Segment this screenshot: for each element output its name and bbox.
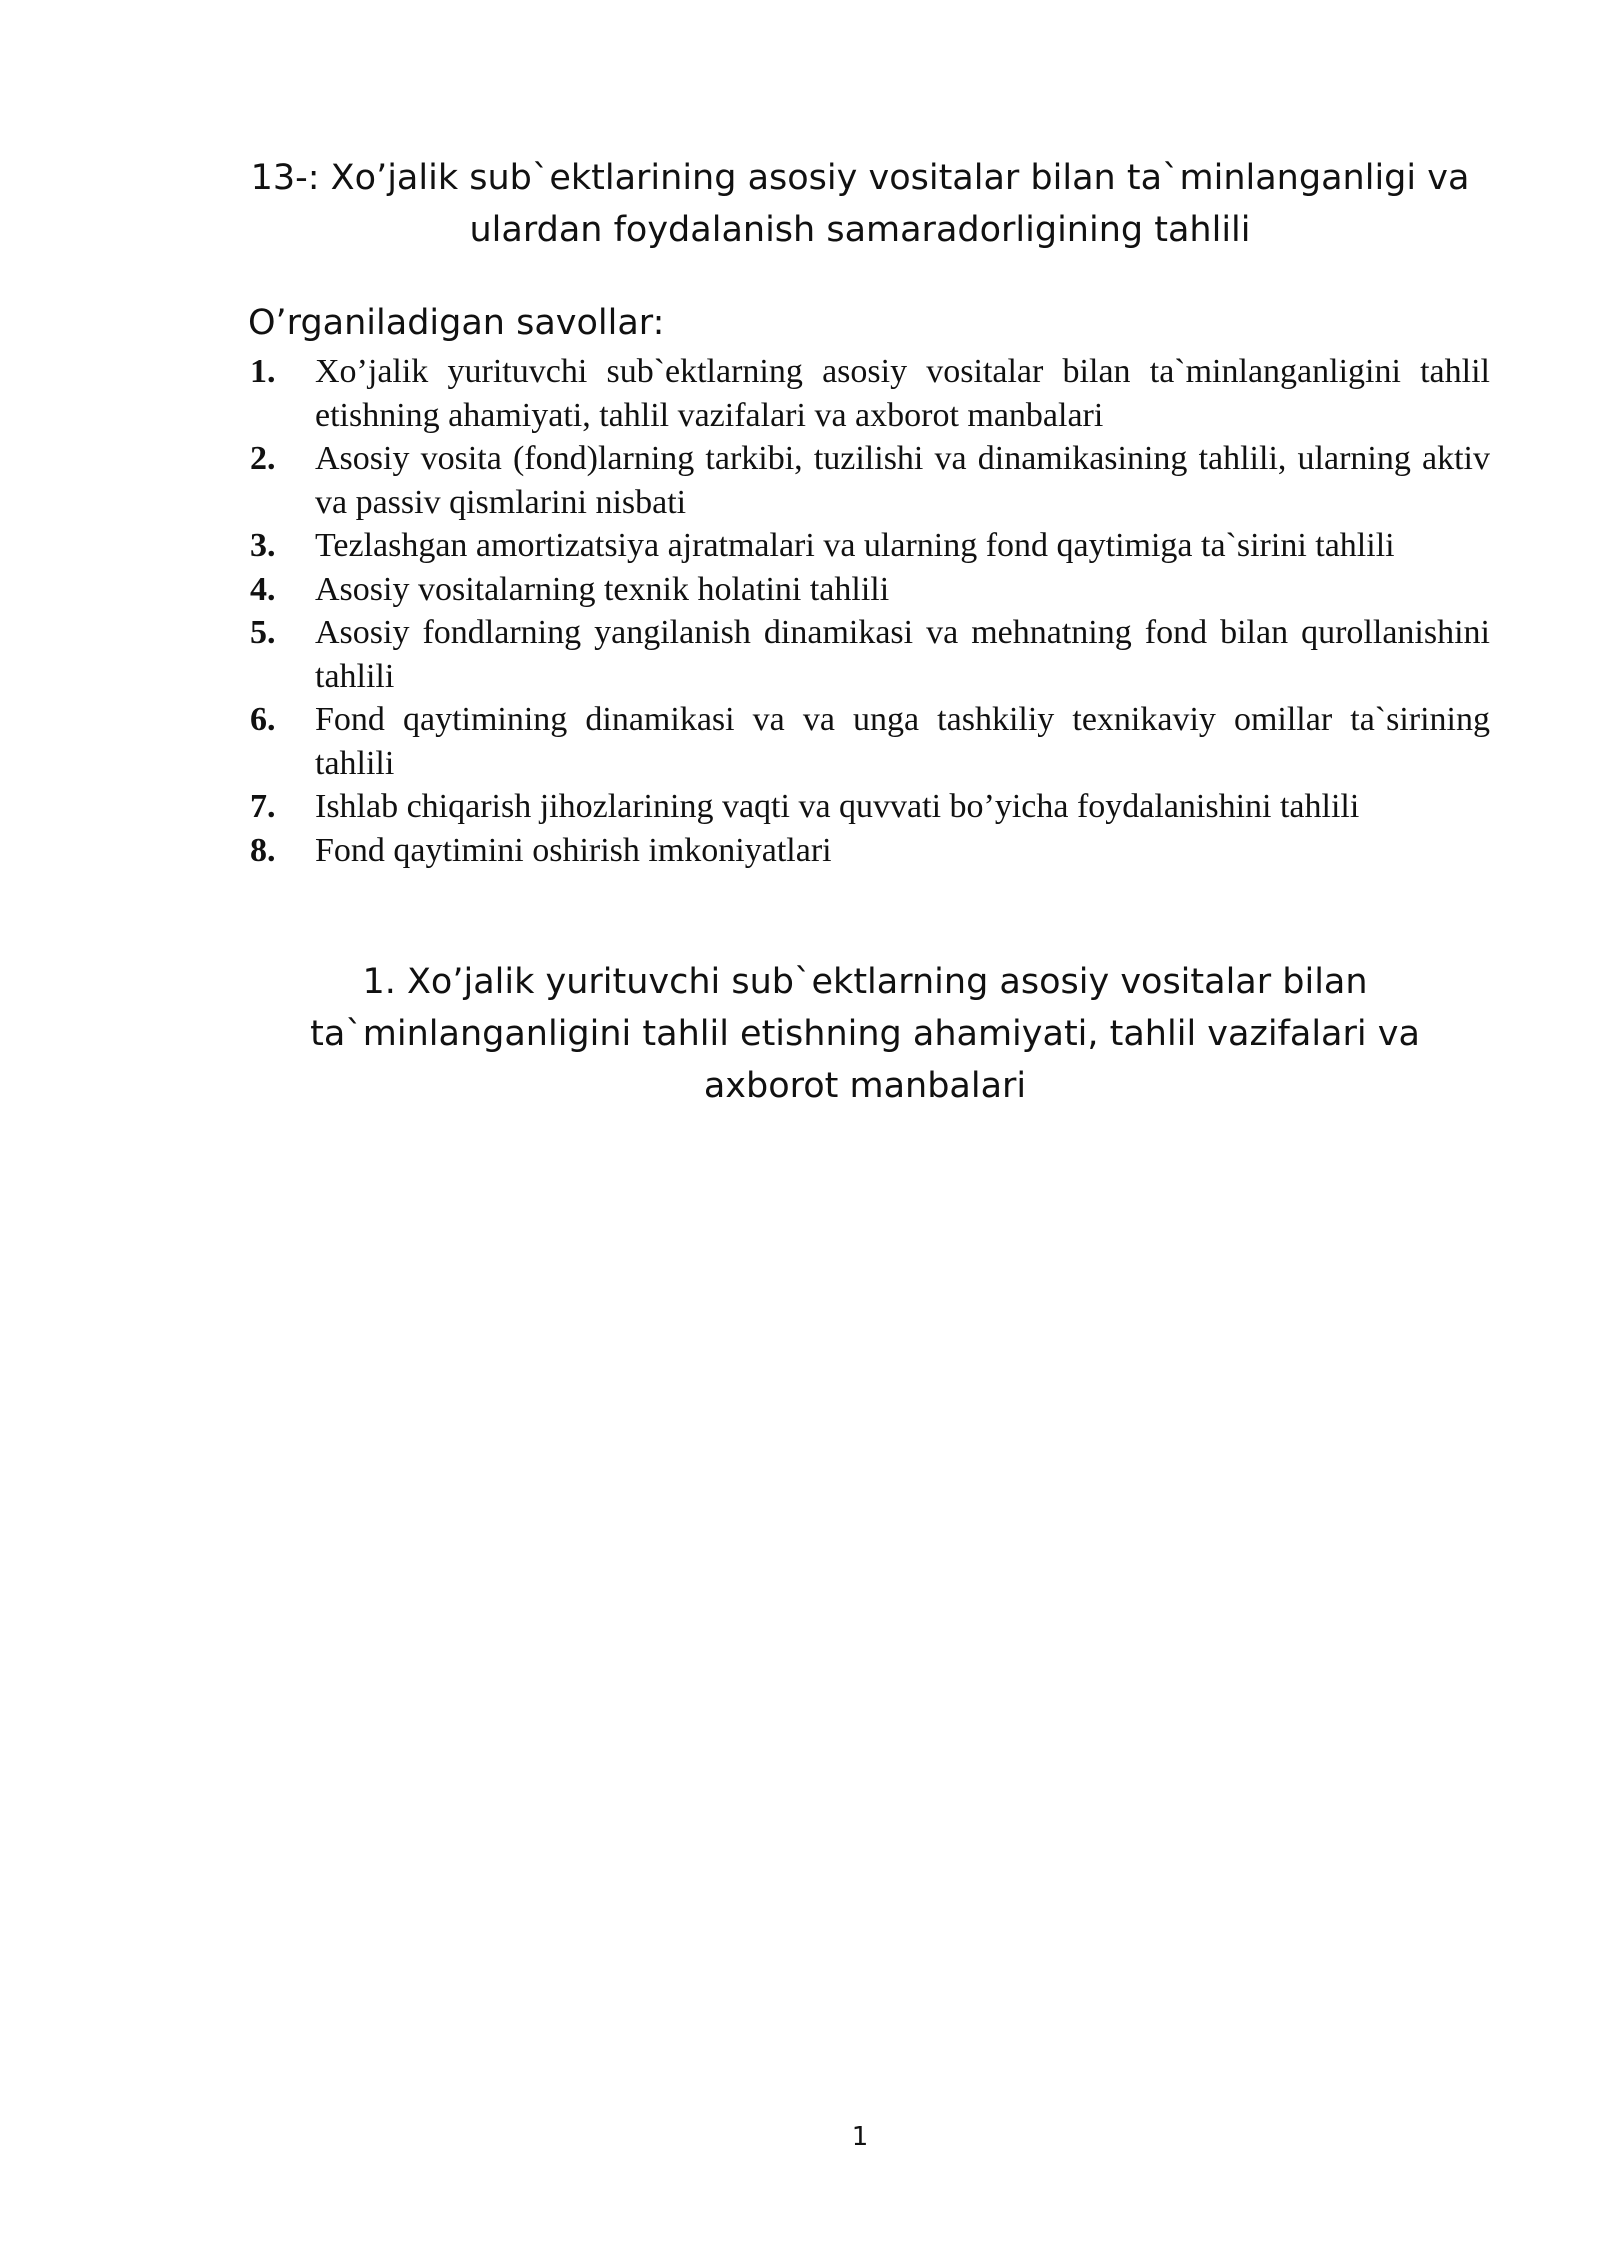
list-item xyxy=(250,698,1490,785)
question-list xyxy=(250,350,1490,872)
item-text: Asosiy vositalarning texnik holatini tahlili xyxy=(315,570,890,608)
section-title: 1. Xo’jalik yurituvchi sub`ektlarning asosiy vositalar bilan ta`minlanganligini tahlil etishning ahamiyati, tahlil vazifalari va axborot manbalari xyxy=(310,962,1420,1106)
list-item xyxy=(250,350,1490,437)
item-number: 1. xyxy=(250,353,276,390)
list-item xyxy=(250,611,1490,698)
item-number: 2. xyxy=(250,440,276,477)
item-number: 7. xyxy=(250,788,276,825)
document-title: 13-: Xo’jalik sub`ektlarining asosiy vositalar bilan ta`minlanganligi va ulardan foydalanish samaradorligining tahlili xyxy=(250,158,1470,250)
item-number: 6. xyxy=(250,701,276,738)
item-text: Fond qaytimini oshirish imkoniyatlari xyxy=(315,831,832,869)
item-text: Tezlashgan amortizatsiya ajratmalari va ularning fond qaytimiga ta`sirini tahlili xyxy=(315,527,1395,564)
list-item xyxy=(250,437,1490,524)
item-number: 8. xyxy=(250,831,276,869)
item-text: Asosiy fondlarning yangilanish dinamikasi va mehnatning fond bilan qurollanishini tahlili xyxy=(315,614,1490,695)
questions-heading: O’rganiladigan savollar: xyxy=(248,303,665,343)
page-number: 1 xyxy=(851,2122,869,2152)
item-number: 3. xyxy=(250,527,276,564)
item-text: Xo’jalik yurituvchi sub`ektlarning asosiy vositalar bilan ta`minlanganligini tahlil etishning ahamiyati, tahlil vazifalari va axborot manbalari xyxy=(315,353,1490,434)
item-number: 5. xyxy=(250,614,276,651)
item-number: 4. xyxy=(250,570,276,608)
list-item xyxy=(250,785,1490,829)
item-text: Fond qaytimining dinamikasi va va unga tashkiliy texnikaviy omillar ta`sirining tahlili xyxy=(315,701,1490,782)
list-item xyxy=(250,524,1490,568)
item-text: Ishlab chiqarish jihozlarining vaqti va quvvati bo’yicha foydalanishini tahlili xyxy=(315,788,1360,825)
item-text: Asosiy vosita (fond)larning tarkibi, tuzilishi va dinamikasining tahlili, ularning aktiv va passiv qismlarini nisbati xyxy=(315,440,1490,521)
list-item xyxy=(250,829,1490,873)
list-item xyxy=(250,568,1490,612)
